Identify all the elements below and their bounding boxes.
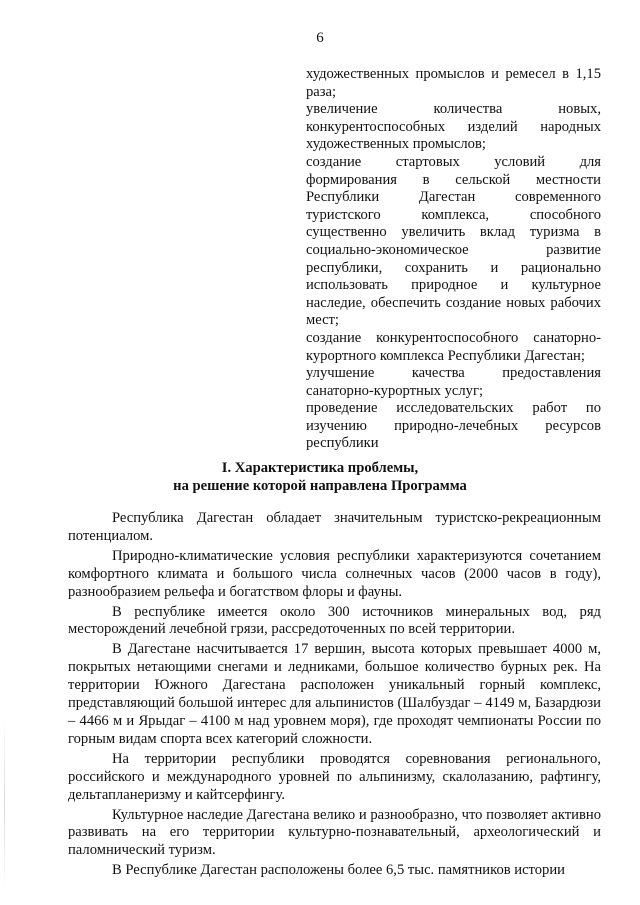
body-paragraph: В республике имеется около 300 источников минеральных вод, ряд месторождений лечебной грязи, рассредоточенных по всей территории. <box>68 603 601 638</box>
body-paragraph: В Республике Дагестан расположены более 6,5 тыс. памятников истории <box>112 862 565 879</box>
goal-item: улучшение качества предоставления санаторно-курортных услуг; <box>306 365 601 399</box>
goal-item: проведение исследовательских работ по изучению природно-лечебных ресурсов республики <box>306 400 601 452</box>
goals-list <box>306 66 601 453</box>
page-number: 6 <box>316 30 324 46</box>
section-heading <box>0 459 640 495</box>
section-title-line-1: I. Характеристика проблемы, <box>221 460 419 476</box>
goal-item: создание стартовых условий для формирования в сельской местности Республики Дагестан современного туристского комплекса, способного существенно увеличить вклад туризма в социально-экономическое развитие республики, сохранить и рационально использовать природное и культурное наследие, обеспечить создание новых рабочих мест; <box>306 153 601 329</box>
body-paragraph: В Дагестане насчитывается 17 вершин, высота которых превышает 4000 м, покрытых нетающими снегами и ледниками, большое количество бурных рек. На территории Южного Дагестана расположен уникальный горный комплекс, представляющий большой интерес для альпинистов (Шалбуздаг – 4149 м, Базардюзи – 4466 м и Ярыдаг – 4100 м над уровнем моря), где проходят чемпионаты России по горным видам спорта всех категорий сложности. <box>68 641 601 747</box>
body-paragraph: Республика Дагестан обладает значительным туристско-рекреационным потенциалом. <box>68 510 601 544</box>
body-paragraph: Природно-климатические условия республики характеризуются сочетанием комфортного климата и большого числа солнечных часов (2000 часов в году), разнообразием рельефа и богатством флоры и фауны. <box>68 547 601 600</box>
body-paragraph: Культурное наследие Дагестана велико и разнообразно, что позволяет активно развивать на его территории культурно-познавательный, археологический и паломнический туризм. <box>68 806 601 859</box>
body-paragraph: На территории республики проводятся соревнования регионального, российского и международного уровней по альпинизму, скалолазанию, рафтингу, дельтапланеризму и кайтсерфингу. <box>68 750 601 803</box>
section-body <box>68 510 601 882</box>
section-title-line-2: на решение которой направлена Программа <box>173 478 467 494</box>
goal-item: увеличение количества новых, конкурентоспособных изделий народных художественных промыслов; <box>306 101 601 153</box>
goal-item: художественных промыслов и ремесел в 1,15 раза; <box>306 66 601 100</box>
scan-edge-shadow <box>4 720 5 890</box>
goal-item: создание конкурентоспособного санаторно-курортного комплекса Республики Дагестан; <box>306 329 601 364</box>
